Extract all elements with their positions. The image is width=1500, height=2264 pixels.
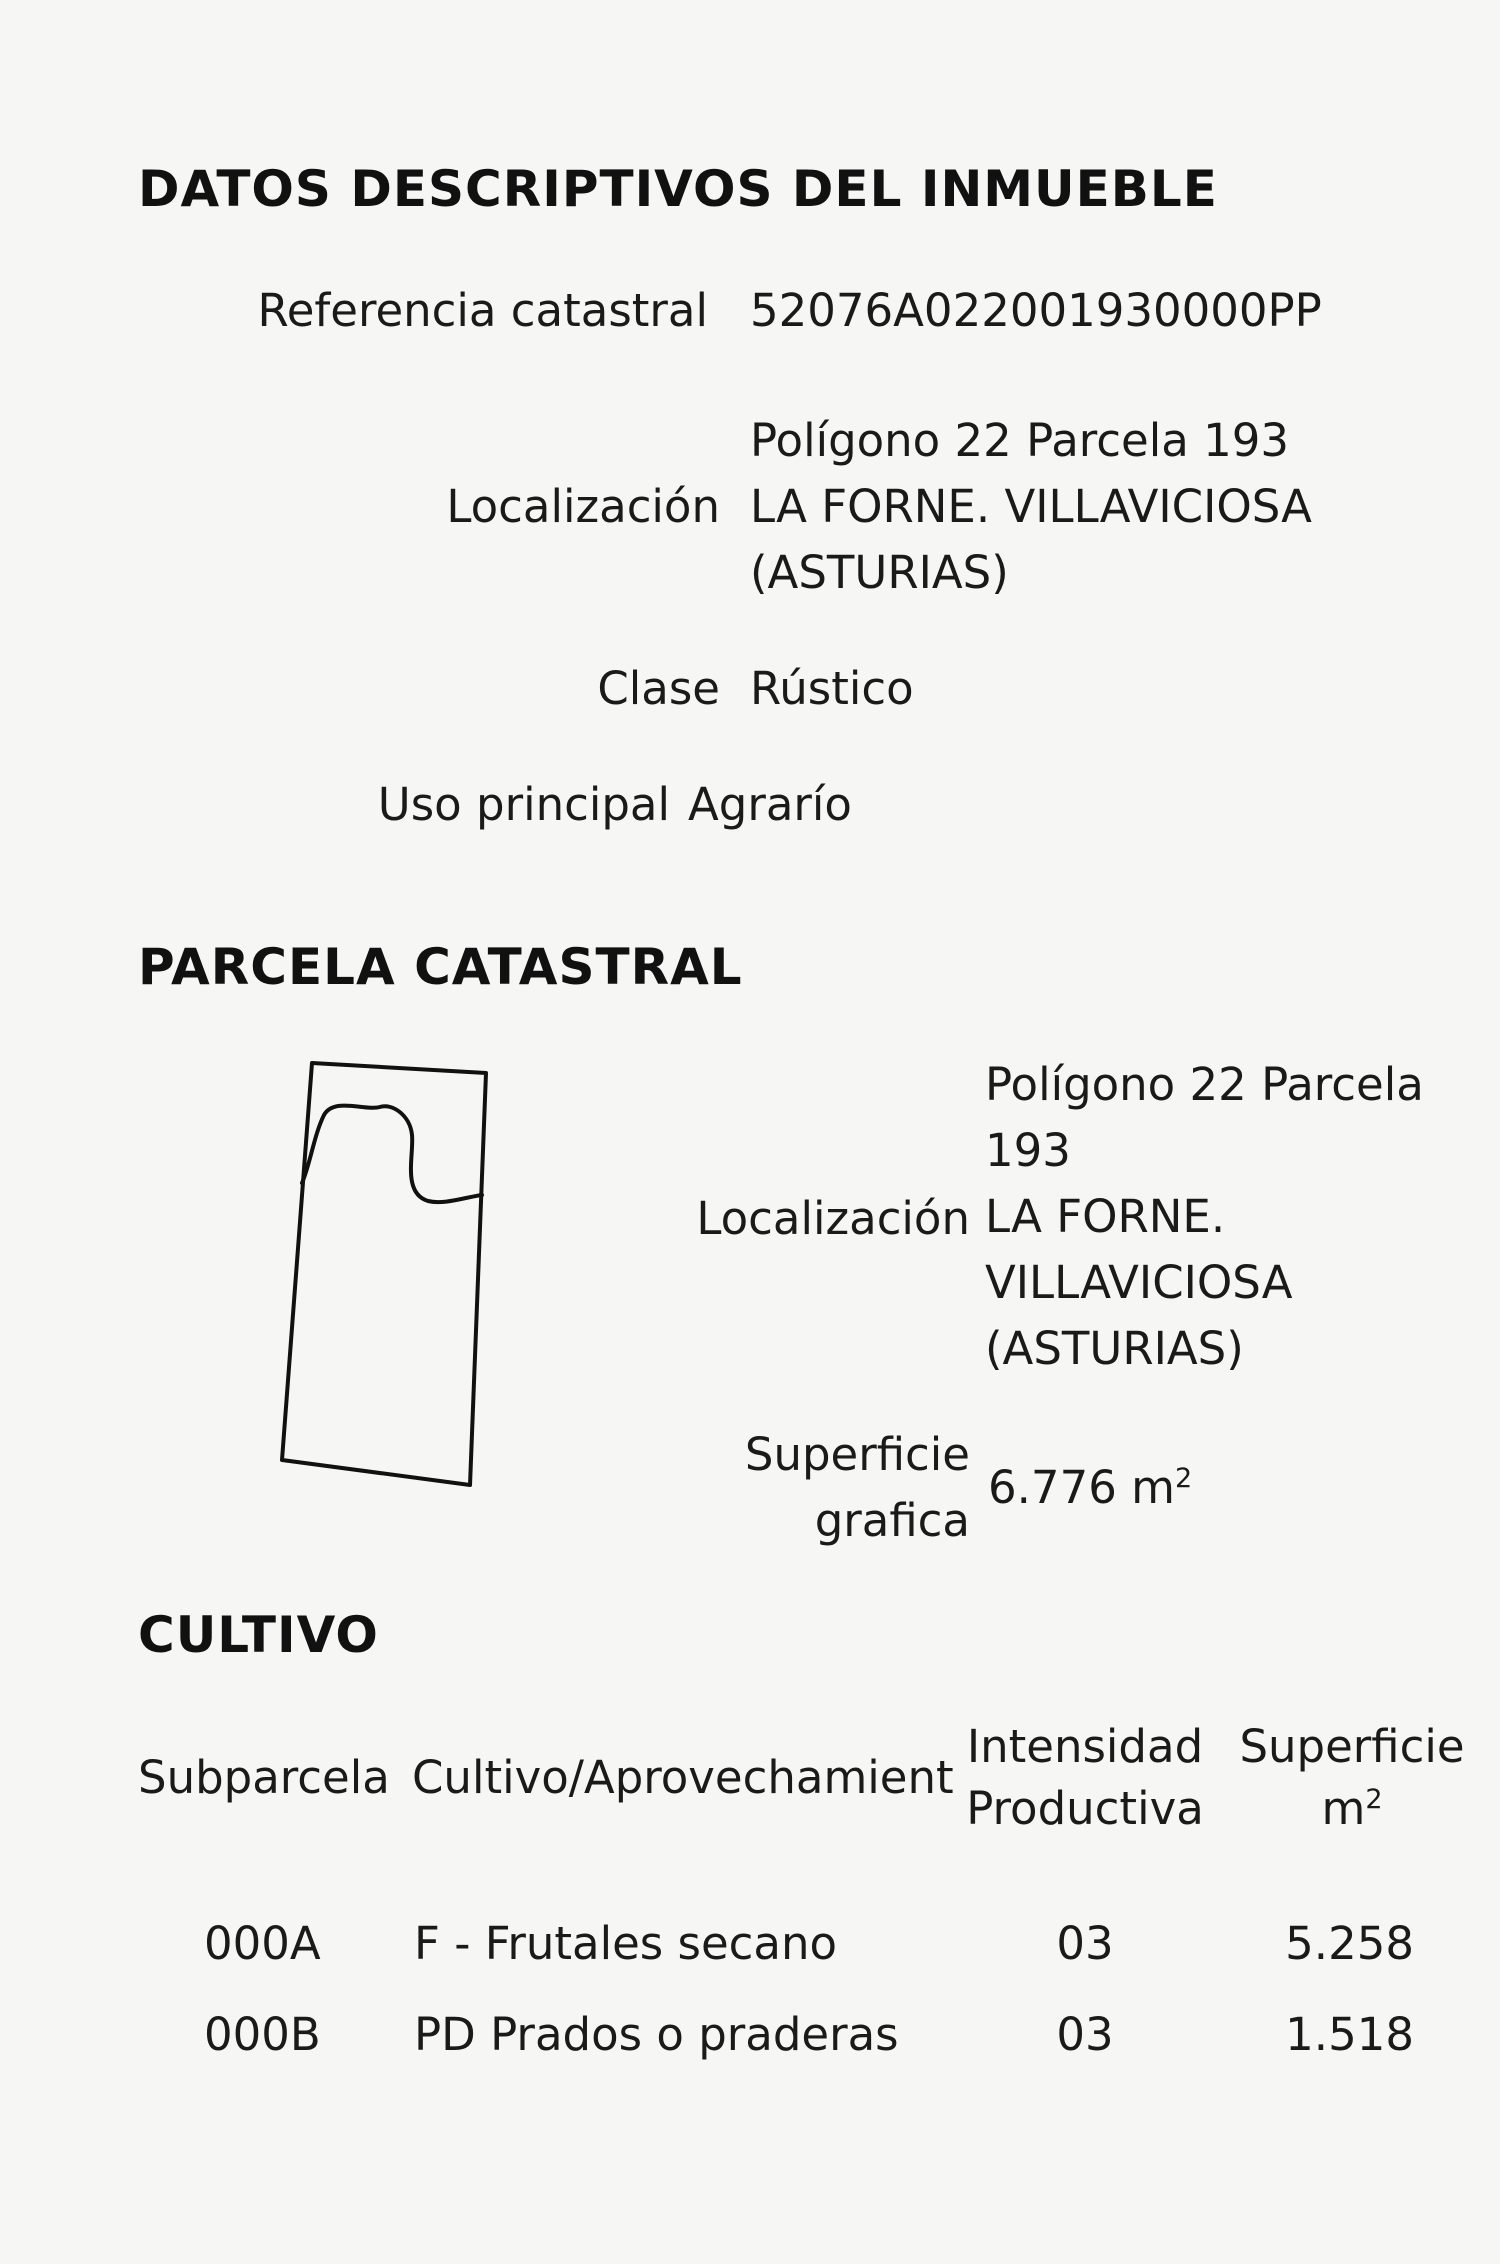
superficie-grafica-label-line: grafica [814, 1494, 970, 1547]
col-header-subparcela: Subparcela [138, 1751, 390, 1804]
superficie-grafica-value [988, 1455, 1192, 1521]
superficie-grafica-label-line: Superficie [744, 1428, 970, 1481]
parcel-heading: PARCELA CATASTRAL [138, 938, 743, 996]
superficie-grafica-number: 6.776 m [988, 1461, 1175, 1514]
table-row-subparcela: 000B [204, 2008, 321, 2061]
col-header-intensidad-line: Intensidad [966, 1720, 1204, 1773]
col-header-intensidad [955, 1716, 1215, 1840]
localizacion-line: LA FORNE. VILLAVICIOSA [750, 480, 1312, 533]
parcel-localizacion-line: 193 [985, 1124, 1071, 1177]
parcel-localizacion-line: VILLAVICIOSA [985, 1256, 1293, 1309]
col-header-superficie-exponent: 2 [1365, 1784, 1383, 1815]
col-header-cultivo: Cultivo/Aprovechamient [412, 1751, 954, 1804]
superficie-grafica-unit-exponent: 2 [1174, 1463, 1193, 1494]
uso-principal-value: Agrarío [688, 778, 852, 831]
table-row-superficie: 1.518 [1285, 2008, 1414, 2061]
table-row-cultivo: F - Frutales secano [414, 1917, 838, 1970]
col-header-superficie-unit: m [1321, 1782, 1366, 1835]
cultivo-heading: CULTIVO [138, 1606, 379, 1664]
col-header-superficie-line: Superficie [1239, 1720, 1465, 1773]
clase-value: Rústico [750, 662, 914, 715]
table-row-subparcela: 000A [204, 1917, 321, 1970]
parcel-outline-sketch [270, 1055, 500, 1495]
localizacion-value [750, 408, 1312, 606]
col-header-intensidad-line: Productiva [966, 1782, 1204, 1835]
localizacion-line: Polígono 22 Parcela 193 [750, 414, 1289, 467]
parcel-localizacion-line: Polígono 22 Parcela [985, 1058, 1424, 1111]
clase-label: Clase [597, 662, 720, 715]
parcel-localizacion-label: Localización [696, 1192, 970, 1245]
uso-principal-label: Uso principal [377, 778, 670, 831]
table-row-superficie: 5.258 [1285, 1917, 1414, 1970]
table-row-intensidad: 03 [1056, 1917, 1114, 1970]
col-header-superficie [1232, 1716, 1472, 1840]
parcel-localizacion-line: (ASTURIAS) [985, 1322, 1244, 1375]
localizacion-line: (ASTURIAS) [750, 546, 1009, 599]
descriptive-heading: DATOS DESCRIPTIVOS DEL INMUEBLE [138, 160, 1218, 218]
localizacion-label: Localización [446, 480, 720, 533]
parcel-localizacion-value [985, 1052, 1424, 1382]
ref-catastral-value: 52076A022001930000PP [750, 284, 1322, 337]
superficie-grafica-label [745, 1422, 970, 1554]
table-row-cultivo: PD Prados o praderas [414, 2008, 899, 2061]
table-row-intensidad: 03 [1056, 2008, 1114, 2061]
parcel-localizacion-line: LA FORNE. [985, 1190, 1226, 1243]
col-header-superficie-line [1232, 1778, 1472, 1840]
ref-catastral-label: Referencia catastral [257, 284, 708, 337]
